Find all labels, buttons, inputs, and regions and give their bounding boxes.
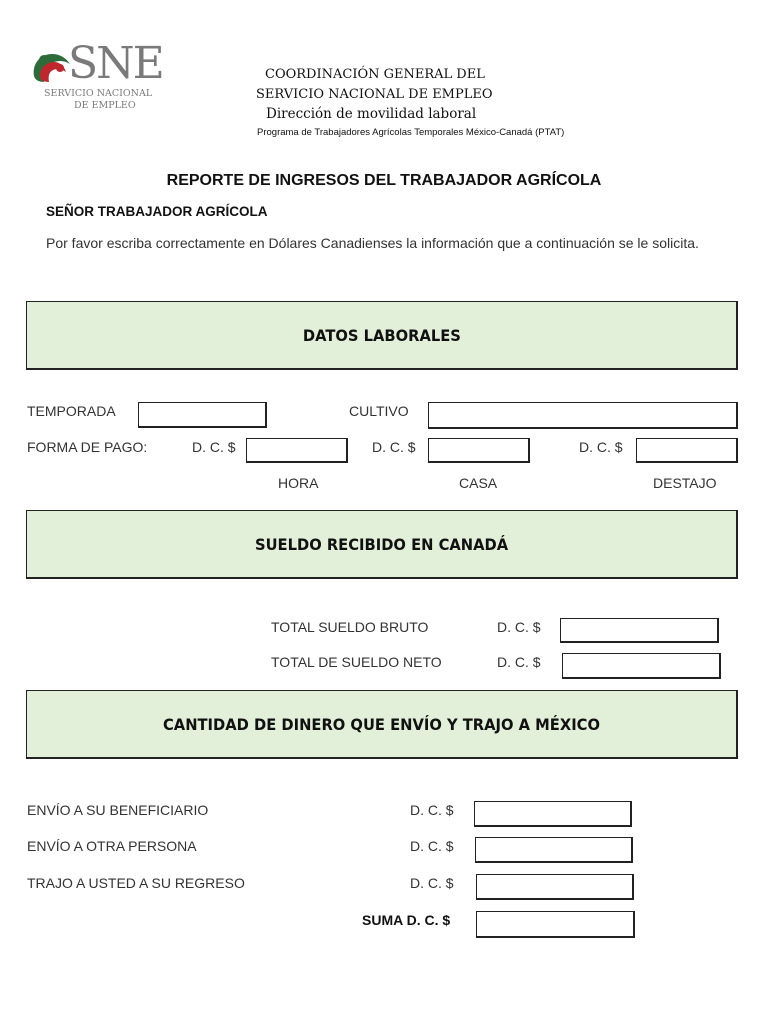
otra-persona-currency: D. C. $	[410, 838, 454, 854]
sne-logo	[30, 38, 170, 114]
sueldo-bruto-field[interactable]	[560, 618, 719, 643]
otra-persona-field[interactable]	[475, 837, 633, 863]
instructions: Por favor escriba correctamente en Dólares Canadienses la información que a continuación se le solicita.	[46, 235, 699, 251]
section-sueldo	[26, 510, 738, 579]
header-line3: Dirección de movilidad laboral	[266, 106, 477, 122]
trajo-label: TRAJO A USTED A SU REGRESO	[27, 875, 245, 891]
beneficiario-label: ENVÍO A SU BENEFICIARIO	[27, 802, 209, 818]
logo-line1: SERVICIO NACIONAL	[44, 88, 153, 99]
section-datos-laborales-title: DATOS LABORALES	[302, 325, 461, 345]
form-title: REPORTE DE INGRESOS DEL TRABAJADOR AGRÍCOLA	[166, 172, 602, 189]
hora-field[interactable]	[246, 438, 348, 463]
sueldo-neto-currency: D. C. $	[497, 654, 541, 670]
cultivo-field[interactable]	[428, 402, 738, 429]
hora-label: HORA	[278, 475, 319, 491]
section-datos-laborales	[26, 301, 738, 370]
section-dinero-title: CANTIDAD DE DINERO QUE ENVÍO Y TRAJO A MÉXICO	[162, 714, 600, 734]
trajo-field[interactable]	[476, 874, 634, 900]
sueldo-bruto-currency: D. C. $	[497, 619, 541, 635]
temporada-field[interactable]	[138, 402, 267, 428]
sueldo-neto-label: TOTAL DE SUELDO NETO	[271, 654, 442, 670]
destajo-label: DESTAJO	[653, 475, 717, 491]
otra-persona-label: ENVÍO A OTRA PERSONA	[27, 838, 197, 854]
suma-field[interactable]	[476, 911, 635, 938]
suma-label: SUMA D. C. $	[362, 912, 451, 928]
beneficiario-field[interactable]	[474, 801, 632, 827]
sueldo-bruto-label: TOTAL SUELDO BRUTO	[271, 619, 429, 635]
header-line2: SERVICIO NACIONAL DE EMPLEO	[256, 87, 493, 102]
trajo-currency: D. C. $	[410, 875, 454, 891]
header-line4: Programa de Trabajadores Agrícolas Temporales México-Canadá (PTAT)	[257, 127, 565, 138]
header-line1: COORDINACIÓN GENERAL DEL	[265, 67, 485, 82]
logo-line2: DE EMPLEO	[74, 100, 136, 111]
casa-currency-label: D. C. $	[372, 439, 416, 455]
temporada-label: TEMPORADA	[27, 403, 116, 419]
section-sueldo-title: SUELDO RECIBIDO EN CANADÁ	[254, 534, 509, 554]
destajo-field[interactable]	[636, 438, 738, 463]
sueldo-neto-field[interactable]	[562, 653, 721, 679]
section-dinero	[26, 690, 738, 759]
beneficiario-currency: D. C. $	[410, 802, 454, 818]
destajo-currency-label: D. C. $	[579, 439, 623, 455]
logo-acronym: SNE	[68, 38, 163, 89]
hora-currency-label: D. C. $	[192, 439, 236, 455]
casa-label: CASA	[459, 475, 498, 491]
forma-pago-label: FORMA DE PAGO:	[27, 439, 148, 455]
cultivo-label: CULTIVO	[349, 403, 409, 419]
casa-field[interactable]	[428, 438, 530, 463]
salutation: SEÑOR TRABAJADOR AGRÍCOLA	[46, 204, 268, 219]
